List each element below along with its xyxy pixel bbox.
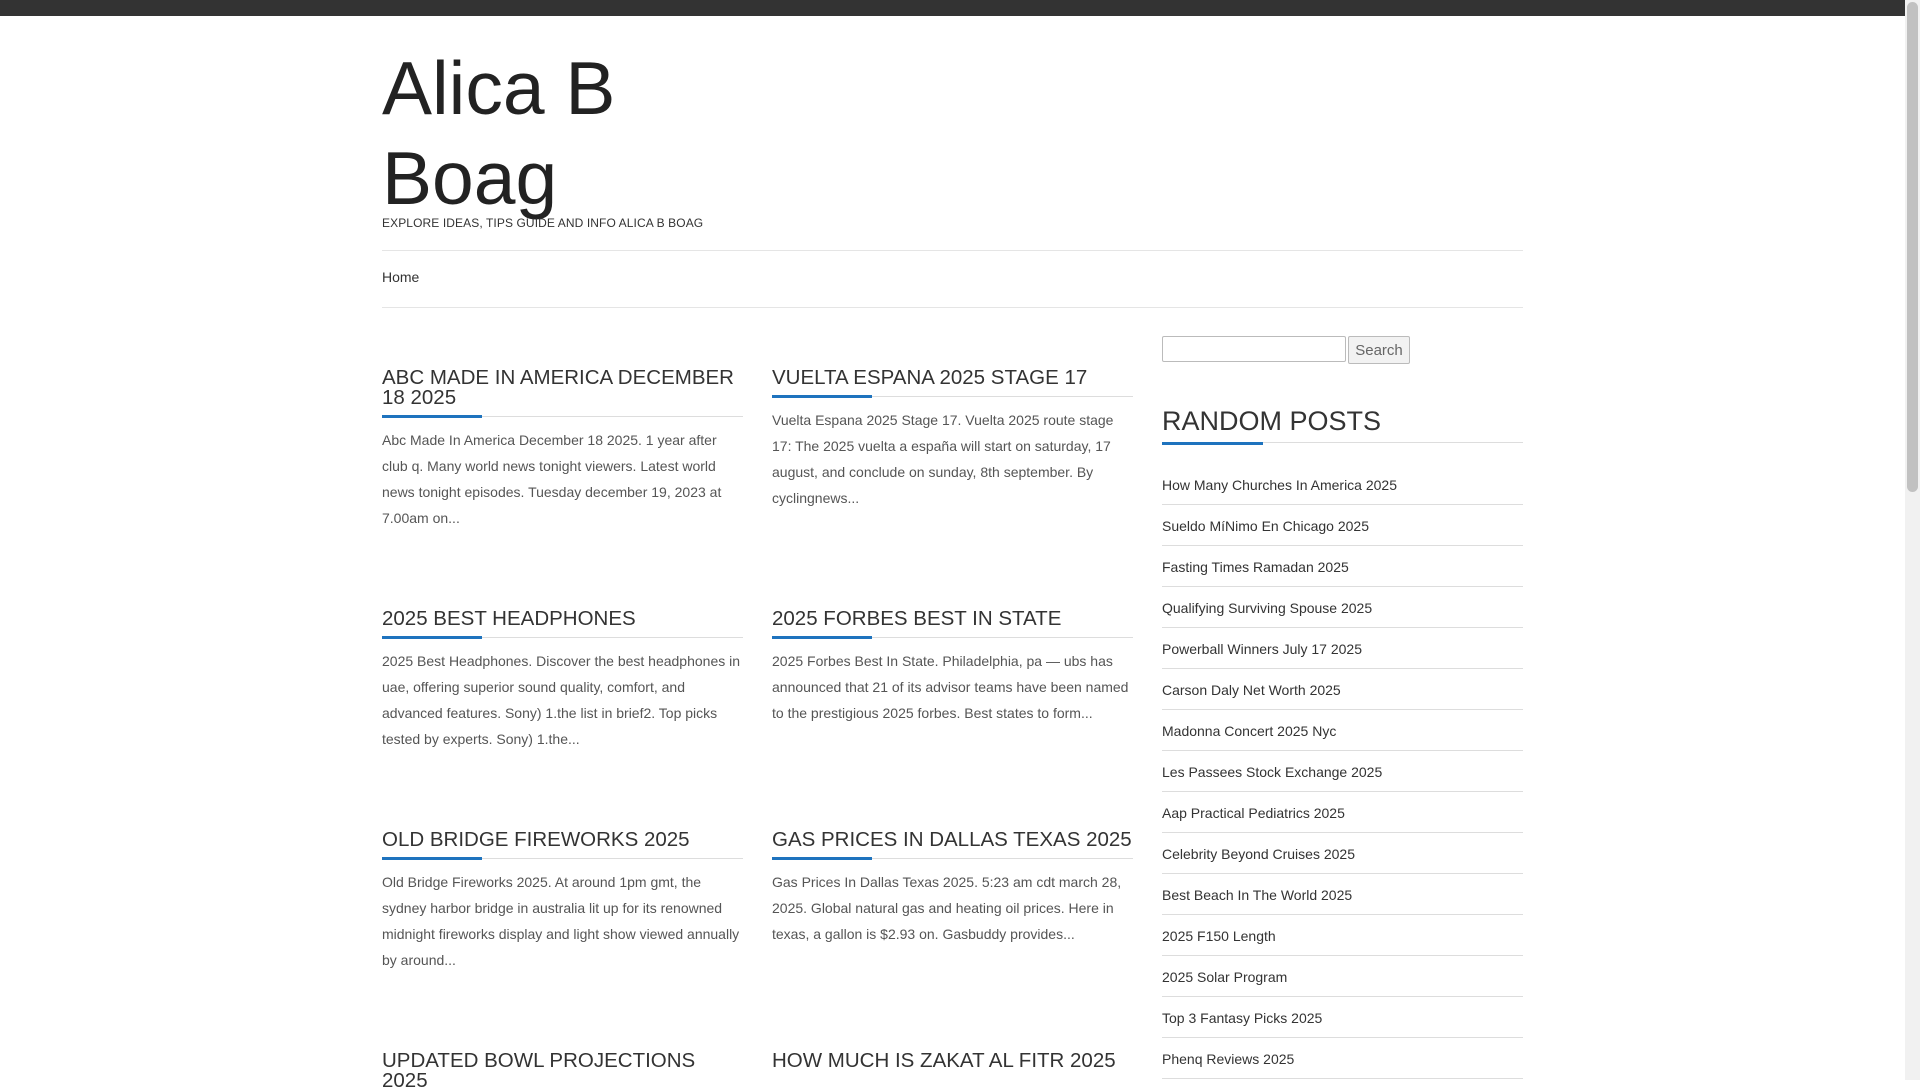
random-post-link[interactable]: Powerball Winners July 17 2025 [1162, 628, 1523, 669]
title-accent-bar [772, 636, 872, 639]
post-card [772, 830, 1133, 947]
random-posts-list [1162, 464, 1523, 1079]
random-post-link[interactable]: Top 3 Fantasy Picks 2025 [1162, 997, 1523, 1038]
random-post-link[interactable]: Sueldo MíNimo En Chicago 2025 [1162, 505, 1523, 546]
title-accent-bar [382, 636, 482, 639]
post-title-divider [382, 414, 743, 417]
post-title-divider [382, 856, 743, 859]
random-post-link[interactable]: Celebrity Beyond Cruises 2025 [1162, 833, 1523, 874]
post-card [382, 1051, 743, 1091]
random-post-link[interactable]: 2025 Solar Program [1162, 956, 1523, 997]
post-card [772, 609, 1133, 726]
random-post-link[interactable]: Carson Daly Net Worth 2025 [1162, 669, 1523, 710]
scrollbar[interactable] [1905, 0, 1920, 1080]
post-title[interactable]: VUELTA ESPANA 2025 STAGE 17 [772, 366, 1088, 389]
random-post-link[interactable]: Qualifying Surviving Spouse 2025 [1162, 587, 1523, 628]
random-posts-heading: RANDOM POSTS [1162, 406, 1382, 436]
post-title-divider [772, 856, 1133, 859]
search-input[interactable] [1162, 336, 1346, 362]
random-post-link[interactable]: 2025 F150 Length [1162, 915, 1523, 956]
post-excerpt: Old Bridge Fireworks 2025. At around 1pm gmt, the sydney harbor bridge in australia lit up for its renowned midnight fireworks display and light show viewed annually by around... [382, 874, 740, 968]
post-excerpt: 2025 Forbes Best In State. Philadelphia, pa — ubs has announced that 21 of its advisor teams have been named to the prestigious 2025 forbes. Best states to form... [772, 653, 1129, 721]
post-card [772, 368, 1133, 511]
post-card [772, 1051, 1133, 1071]
random-post-link[interactable]: How Many Churches In America 2025 [1162, 464, 1523, 505]
title-accent-bar [382, 857, 482, 860]
site-title[interactable]: Alica B Boag [382, 46, 616, 220]
random-post-link[interactable]: Phenq Reviews 2025 [1162, 1038, 1523, 1079]
top-bar [0, 0, 1905, 16]
post-title[interactable]: ABC MADE IN AMERICA DECEMBER 18 2025 [382, 366, 734, 409]
random-post-link[interactable]: Les Passees Stock Exchange 2025 [1162, 751, 1523, 792]
post-excerpt: Vuelta Espana 2025 Stage 17. Vuelta 2025 route stage 17: The 2025 vuelta a españa will start on saturday, 17 august, and conclude on sunday, 8th september. By cyclingnews... [772, 412, 1114, 506]
title-accent-bar [382, 415, 482, 418]
title-accent-bar [772, 395, 872, 398]
post-title-divider [382, 635, 743, 638]
random-post-link[interactable]: Best Beach In The World 2025 [1162, 874, 1523, 915]
post-title[interactable]: UPDATED BOWL PROJECTIONS 2025 [382, 1049, 696, 1092]
post-title-divider [772, 635, 1133, 638]
main-nav [382, 250, 1523, 308]
post-title[interactable]: GAS PRICES IN DALLAS TEXAS 2025 [772, 828, 1132, 851]
post-card [382, 368, 743, 531]
search-button[interactable]: Search [1348, 336, 1410, 364]
title-accent-bar [772, 857, 872, 860]
post-title[interactable]: 2025 BEST HEADPHONES [382, 607, 636, 630]
post-title[interactable]: HOW MUCH IS ZAKAT AL FITR 2025 [772, 1049, 1116, 1072]
random-post-link[interactable]: Aap Practical Pediatrics 2025 [1162, 792, 1523, 833]
random-post-link[interactable]: Madonna Concert 2025 Nyc [1162, 710, 1523, 751]
scrollbar-thumb[interactable] [1907, 2, 1918, 492]
post-excerpt: Gas Prices In Dallas Texas 2025. 5:23 am cdt march 28, 2025. Global natural gas and heating oil prices. Here in texas, a gallon is $2.93 on. Gasbuddy provides... [772, 874, 1122, 942]
site-tagline: EXPLORE IDEAS, TIPS GUIDE AND INFO ALICA B BOAG [382, 216, 704, 230]
random-posts-accent-bar [1162, 442, 1263, 445]
random-post-link[interactable]: Fasting Times Ramadan 2025 [1162, 546, 1523, 587]
post-title[interactable]: OLD BRIDGE FIREWORKS 2025 [382, 828, 690, 851]
post-excerpt: 2025 Best Headphones. Discover the best headphones in uae, offering superior sound quality, comfort, and advanced features. Sony) 1.the list in brief2. Top picks tested by experts. Sony) 1.the... [382, 653, 741, 747]
post-card [382, 830, 743, 973]
post-card [382, 609, 743, 752]
post-excerpt: Abc Made In America December 18 2025. 1 year after club q. Many world news tonight viewers. Latest world news tonight episodes. Tuesday december 19, 2023 at 7.00am on... [382, 432, 722, 526]
post-title[interactable]: 2025 FORBES BEST IN STATE [772, 607, 1062, 630]
nav-item-home[interactable]: Home [382, 269, 420, 285]
post-title-divider [772, 394, 1133, 397]
